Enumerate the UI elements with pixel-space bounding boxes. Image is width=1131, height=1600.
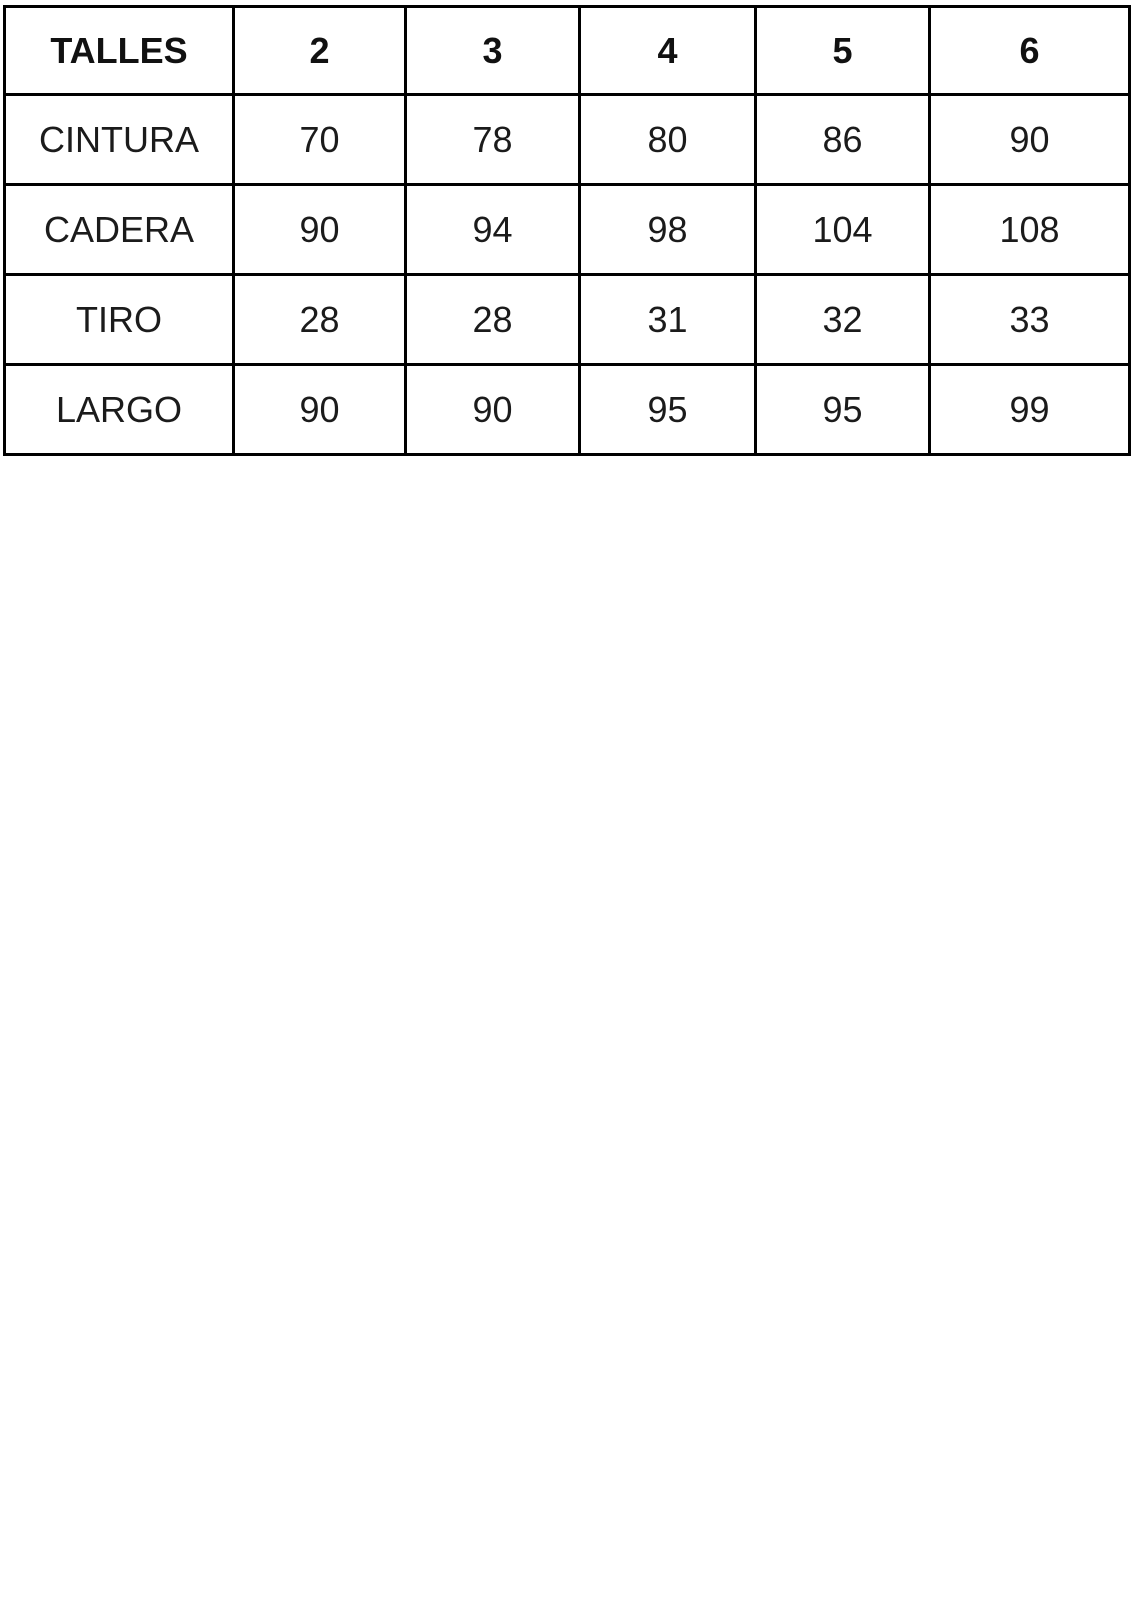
header-cell-size-3: 3	[406, 7, 580, 95]
row-label: CADERA	[5, 185, 234, 275]
header-cell-talles: TALLES	[5, 7, 234, 95]
table-cell: 32	[756, 275, 930, 365]
table-cell: 78	[406, 95, 580, 185]
row-label: TIRO	[5, 275, 234, 365]
row-label: LARGO	[5, 365, 234, 455]
table-row-cadera	[5, 185, 1130, 275]
table-cell: 90	[234, 365, 406, 455]
table-cell: 99	[930, 365, 1130, 455]
table-cell: 28	[234, 275, 406, 365]
row-label: CINTURA	[5, 95, 234, 185]
table-row-cintura	[5, 95, 1130, 185]
table-cell: 95	[580, 365, 756, 455]
table-cell: 94	[406, 185, 580, 275]
table-cell: 90	[234, 185, 406, 275]
table-cell: 70	[234, 95, 406, 185]
table-row-largo	[5, 365, 1130, 455]
size-chart-table	[3, 5, 1131, 456]
table-cell: 108	[930, 185, 1130, 275]
header-cell-size-6: 6	[930, 7, 1130, 95]
header-cell-size-5: 5	[756, 7, 930, 95]
table-header-row	[5, 7, 1130, 95]
table-cell: 90	[406, 365, 580, 455]
table-cell: 86	[756, 95, 930, 185]
header-cell-size-4: 4	[580, 7, 756, 95]
table-cell: 98	[580, 185, 756, 275]
table-cell: 104	[756, 185, 930, 275]
table-cell: 28	[406, 275, 580, 365]
table-cell: 80	[580, 95, 756, 185]
table-row-tiro	[5, 275, 1130, 365]
table-cell: 95	[756, 365, 930, 455]
header-cell-size-2: 2	[234, 7, 406, 95]
table-cell: 33	[930, 275, 1130, 365]
table-cell: 90	[930, 95, 1130, 185]
table-cell: 31	[580, 275, 756, 365]
